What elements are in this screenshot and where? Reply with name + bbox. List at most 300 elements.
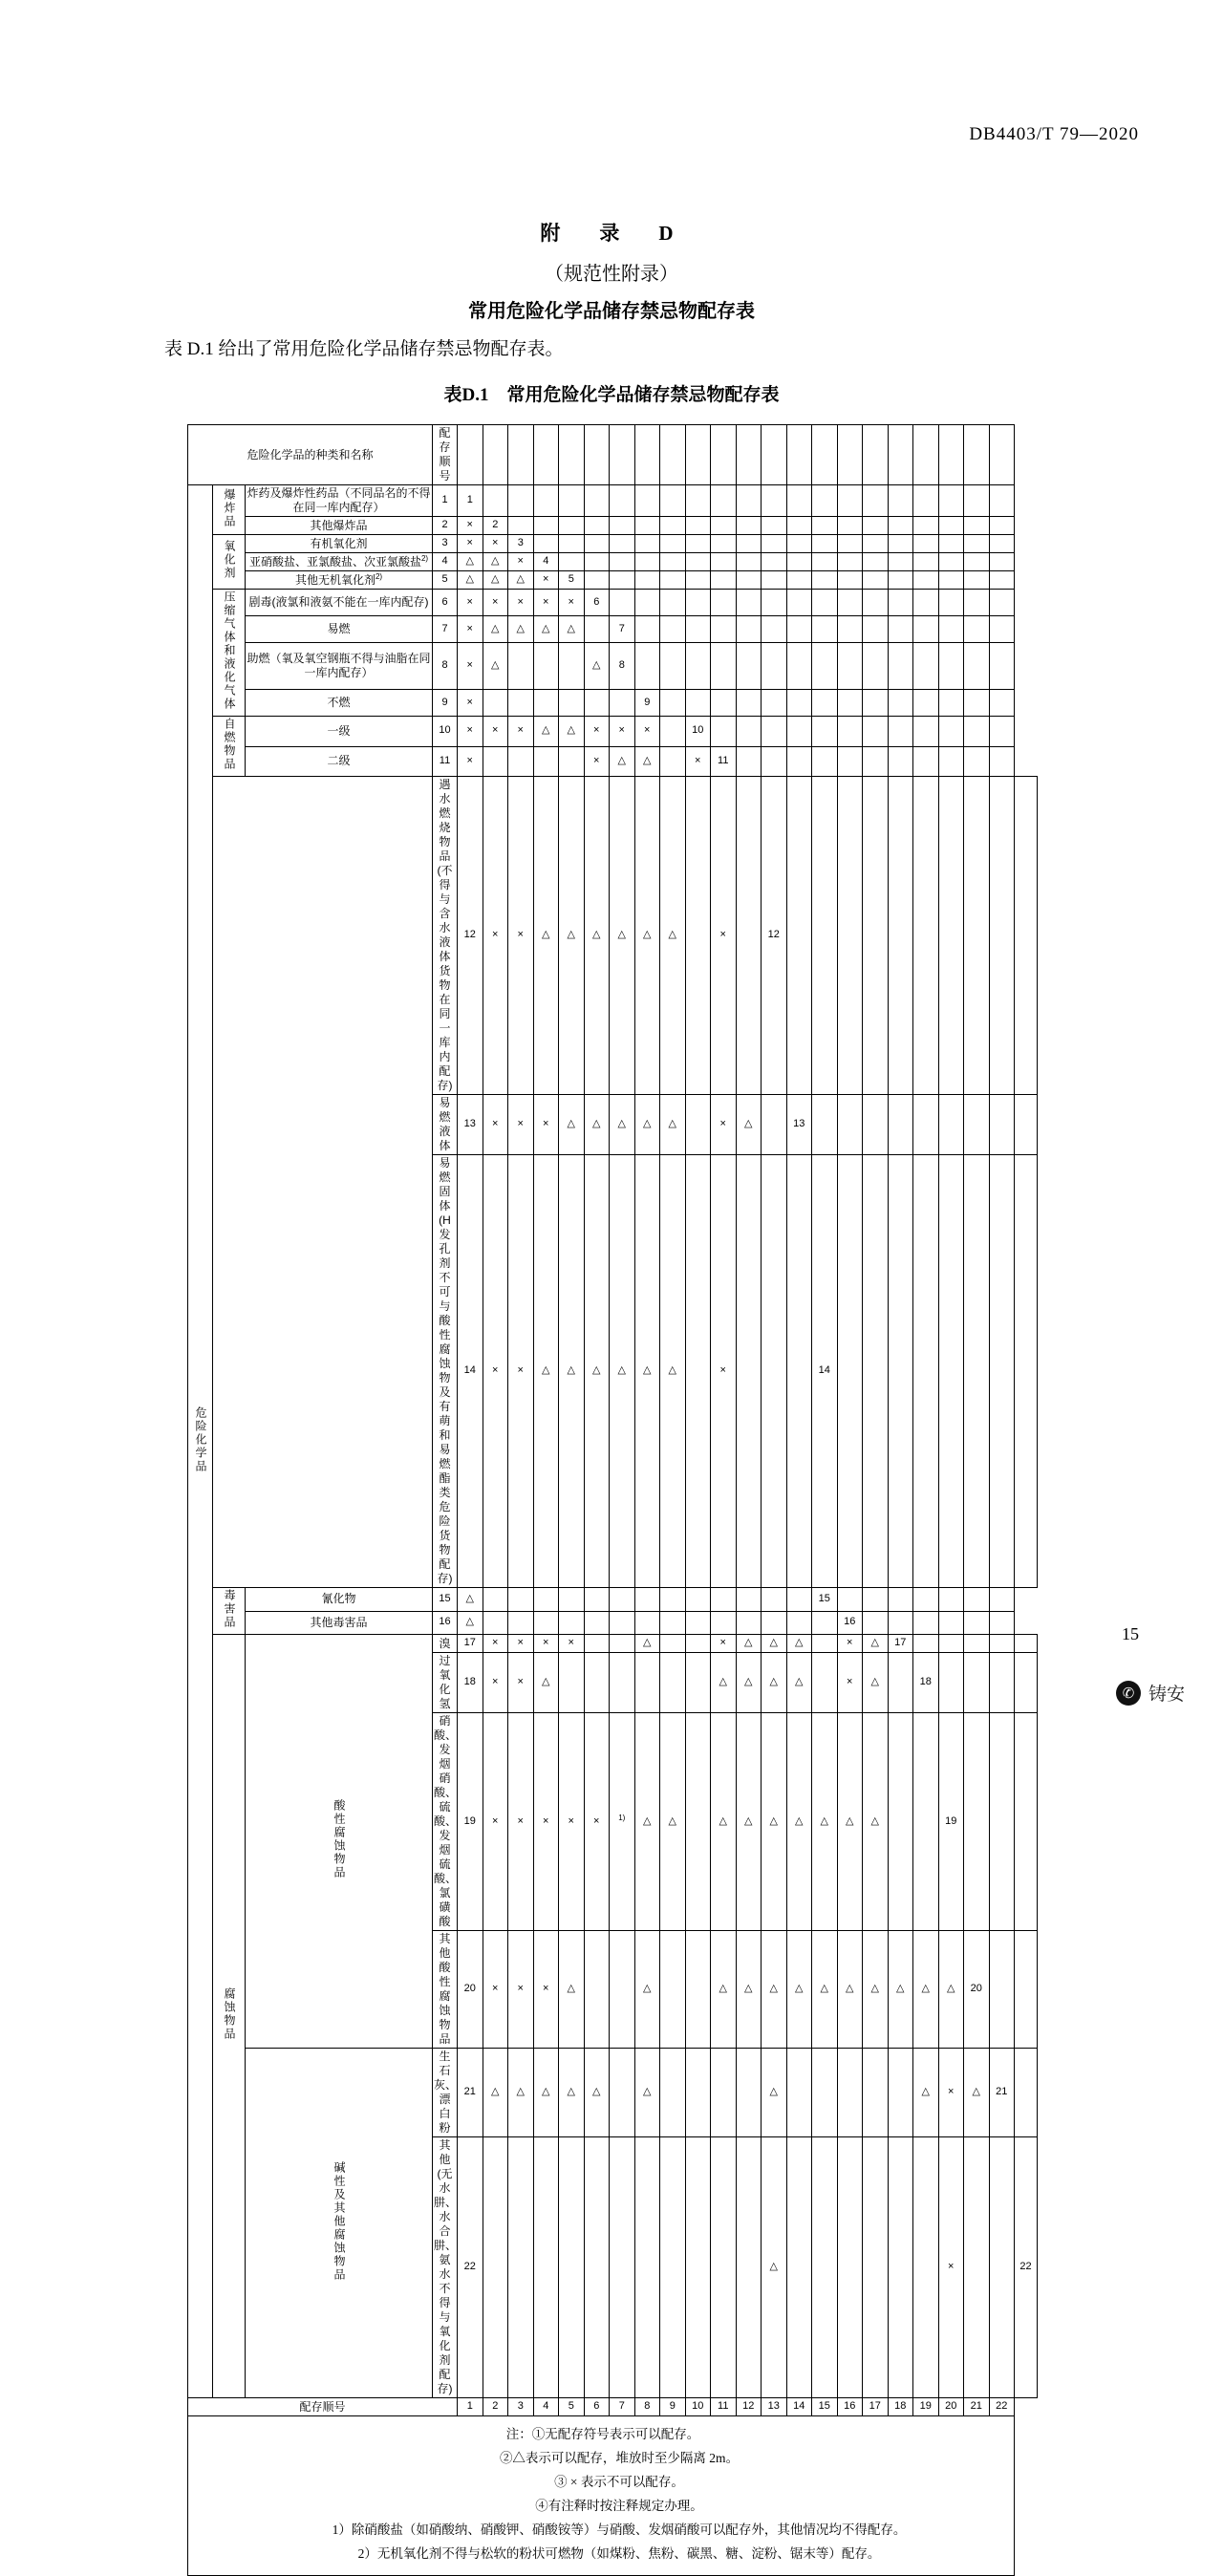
empty-outside-cell [483, 485, 508, 517]
empty-outside-cell [888, 689, 913, 716]
matrix-cell: × [483, 1653, 508, 1713]
empty-outside-cell [762, 535, 787, 553]
bottom-order-number: 14 [786, 2398, 812, 2416]
empty-outside-cell [989, 1653, 1015, 1713]
empty-outside-cell [888, 571, 913, 590]
empty-outside-cell [1015, 1931, 1038, 2049]
empty-outside-cell [989, 1713, 1015, 1931]
matrix-cell: △ [786, 1931, 812, 2049]
matrix-cell: × [483, 1931, 508, 2049]
matrix-cell: × [483, 1155, 508, 1588]
matrix-row [188, 689, 1038, 716]
empty-outside-cell [1015, 1653, 1038, 1713]
empty-outside-cell [863, 777, 889, 1095]
empty-outside-cell [786, 717, 812, 747]
chemical-name-cell: 遇水燃烧物品(不得与含水液体货物在同一库内配存) [433, 777, 458, 1095]
matrix-cell [483, 689, 508, 716]
chemical-name-cell: 易燃固体(H 发孔剂不可与酸性腐蚀物及有萌和易燃酯类危险货物配存) [433, 1155, 458, 1588]
empty-outside-cell [711, 689, 737, 716]
empty-outside-cell [863, 1588, 889, 1612]
matrix-cell [508, 746, 534, 777]
matrix-cell [610, 1611, 635, 1635]
empty-outside-cell [634, 616, 660, 643]
empty-outside-cell [584, 571, 610, 590]
chemical-name-cell: 其他毒害品 [246, 1611, 433, 1635]
empty-outside-cell [913, 535, 939, 553]
spacer-cell [685, 425, 711, 485]
matrix-row [188, 616, 1038, 643]
matrix-cell [584, 1653, 610, 1713]
empty-outside-cell [762, 485, 787, 517]
matrix-cell: △ [711, 1931, 737, 2049]
empty-outside-cell [863, 717, 889, 747]
empty-outside-cell [610, 535, 635, 553]
matrix-cell: 21 [989, 2049, 1015, 2137]
matrix-cell: △ [634, 1931, 660, 2049]
empty-outside-cell [660, 553, 686, 571]
matrix-cell [634, 1611, 660, 1635]
matrix-cell: △ [711, 1653, 737, 1713]
matrix-cell: 5 [559, 571, 585, 590]
chemical-name-cell: 剧毒(液氯和液氨不能在一库内配存) [246, 590, 433, 616]
matrix-cell: × [837, 1653, 863, 1713]
empty-outside-cell [812, 717, 838, 747]
matrix-cell: × [508, 1635, 534, 1653]
empty-outside-cell [736, 616, 762, 643]
empty-outside-cell [533, 485, 559, 517]
empty-outside-cell [913, 616, 939, 643]
empty-outside-cell [762, 689, 787, 716]
bottom-order-number: 12 [736, 2398, 762, 2416]
empty-outside-cell [634, 517, 660, 535]
empty-outside-cell [989, 517, 1015, 535]
empty-outside-cell [888, 1095, 913, 1155]
matrix-cell: 6 [584, 590, 610, 616]
matrix-row [188, 746, 1038, 777]
empty-outside-cell [964, 1095, 990, 1155]
empty-outside-cell [812, 553, 838, 571]
bottom-order-number: 8 [634, 2398, 660, 2416]
group-label: 压缩气体和液化气体 [213, 590, 246, 717]
matrix-cell [610, 2049, 635, 2137]
chemical-name-cell: 其他爆炸品 [246, 517, 433, 535]
matrix-cell: △ [812, 1931, 838, 2049]
empty-outside-cell [964, 643, 990, 690]
matrix-cell: △ [634, 1635, 660, 1653]
matrix-cell [711, 2137, 737, 2398]
empty-outside-cell [786, 517, 812, 535]
matrix-cell [483, 1588, 508, 1612]
matrix-cell: △ [483, 553, 508, 571]
matrix-cell [610, 1931, 635, 2049]
empty-outside-cell [863, 1611, 889, 1635]
matrix-cell: △ [533, 777, 559, 1095]
order-number-cell: 21 [458, 2049, 483, 2137]
empty-outside-cell [837, 517, 863, 535]
matrix-cell: 22 [1015, 2137, 1038, 2398]
empty-outside-cell [634, 485, 660, 517]
matrix-cell [762, 1611, 787, 1635]
matrix-cell [610, 1653, 635, 1713]
empty-outside-cell [888, 643, 913, 690]
matrix-cell [508, 643, 534, 690]
empty-outside-cell [888, 517, 913, 535]
empty-outside-cell [964, 689, 990, 716]
empty-outside-cell [812, 643, 838, 690]
empty-outside-cell [711, 535, 737, 553]
matrix-cell [812, 1635, 838, 1653]
empty-outside-cell [1015, 1635, 1038, 1653]
matrix-cell: × [458, 517, 483, 535]
spacer-cell [508, 425, 534, 485]
matrix-cell [559, 1653, 585, 1713]
empty-outside-cell [786, 689, 812, 716]
chemical-name-cell: 过氧化氢 [433, 1653, 458, 1713]
spacer-cell [533, 425, 559, 485]
matrix-cell [660, 1611, 686, 1635]
matrix-cell: × [711, 1155, 737, 1588]
empty-outside-cell [938, 485, 964, 517]
empty-outside-cell [964, 535, 990, 553]
matrix-cell: △ [762, 1713, 787, 1931]
matrix-cell: △ [786, 1653, 812, 1713]
empty-outside-cell [964, 1653, 990, 1713]
note-item: 2）无机氧化剂不得与松软的粉状可燃物（如煤粉、焦粉、碳黑、糖、淀粉、锯末等）配存。 [357, 2545, 881, 2561]
empty-outside-cell [989, 1588, 1015, 1612]
empty-outside-cell [938, 1635, 964, 1653]
matrix-cell: × [458, 643, 483, 690]
spacer-cell [863, 425, 889, 485]
order-number-cell: 6 [433, 590, 458, 616]
empty-outside-cell [685, 571, 711, 590]
empty-outside-cell [634, 643, 660, 690]
empty-outside-cell [964, 746, 990, 777]
empty-outside-cell [634, 553, 660, 571]
bottom-order-number: 5 [559, 2398, 585, 2416]
order-number-cell: 11 [433, 746, 458, 777]
empty-outside-cell [888, 1588, 913, 1612]
matrix-cell: △ [863, 1653, 889, 1713]
empty-outside-cell [736, 689, 762, 716]
bottom-order-number: 21 [964, 2398, 990, 2416]
order-number-cell: 17 [458, 1635, 483, 1653]
empty-outside-cell [786, 485, 812, 517]
matrix-cell [711, 1611, 737, 1635]
matrix-cell [812, 2137, 838, 2398]
spacer-cell [610, 425, 635, 485]
empty-outside-cell [964, 571, 990, 590]
empty-outside-cell [938, 553, 964, 571]
spacer-cell [711, 425, 737, 485]
table-caption: 表D.1 常用危险化学品储存禁忌物配存表 [443, 385, 780, 405]
empty-outside-cell [837, 689, 863, 716]
matrix-cell: △ [660, 1713, 686, 1931]
matrix-cell: × [508, 1155, 534, 1588]
order-number-cell: 18 [458, 1653, 483, 1713]
empty-outside-cell [989, 643, 1015, 690]
matrix-cell: × [508, 1095, 534, 1155]
empty-outside-cell [913, 643, 939, 690]
matrix-cell: △ [458, 571, 483, 590]
matrix-cell [660, 717, 686, 747]
empty-outside-cell [634, 571, 660, 590]
empty-outside-cell [938, 1588, 964, 1612]
matrix-cell: △ [634, 1095, 660, 1155]
matrix-cell [837, 2049, 863, 2137]
empty-outside-cell [938, 777, 964, 1095]
matrix-cell: △ [837, 1713, 863, 1931]
empty-outside-cell [559, 535, 585, 553]
matrix-cell: △ [634, 1155, 660, 1588]
empty-outside-cell [863, 590, 889, 616]
matrix-cell: × [508, 1713, 534, 1931]
matrix-cell: △ [863, 1635, 889, 1653]
matrix-cell [762, 1588, 787, 1612]
empty-outside-cell [888, 746, 913, 777]
order-number-cell: 8 [433, 643, 458, 690]
matrix-cell [863, 2049, 889, 2137]
empty-outside-cell [913, 1611, 939, 1635]
matrix-cell: 13 [786, 1095, 812, 1155]
empty-outside-cell [812, 485, 838, 517]
empty-outside-cell [812, 616, 838, 643]
matrix-cell: × [533, 1931, 559, 2049]
empty-outside-cell [989, 616, 1015, 643]
empty-outside-cell [762, 643, 787, 690]
matrix-cell: △ [559, 1155, 585, 1588]
matrix-cell [610, 1635, 635, 1653]
empty-outside-cell [786, 777, 812, 1095]
matrix-cell: △ [913, 1931, 939, 2049]
empty-outside-cell [812, 1095, 838, 1155]
empty-outside-cell [634, 535, 660, 553]
empty-outside-cell [989, 746, 1015, 777]
empty-outside-cell [786, 643, 812, 690]
matrix-cell [685, 2049, 711, 2137]
matrix-cell [888, 2049, 913, 2137]
matrix-cell: 19 [938, 1713, 964, 1931]
matrix-cell [533, 2137, 559, 2398]
matrix-cell: × [508, 590, 534, 616]
matrix-cell: × [533, 1095, 559, 1155]
chemical-name-cell: 亚硝酸盐、亚氯酸盐、次亚氯酸盐$^{2)}$ [246, 553, 433, 571]
spacer-cell [812, 425, 838, 485]
empty-outside-cell [660, 571, 686, 590]
matrix-cell: △ [533, 1653, 559, 1713]
matrix-cell [736, 1155, 762, 1588]
matrix-cell [964, 2137, 990, 2398]
matrix-cell: × [533, 1713, 559, 1931]
matrix-cell: △ [584, 1095, 610, 1155]
compatibility-matrix [187, 424, 1038, 2576]
matrix-cell [508, 1588, 534, 1612]
empty-outside-cell [736, 485, 762, 517]
matrix-cell: × [559, 590, 585, 616]
bottom-order-number: 15 [812, 2398, 838, 2416]
subgroup-label: 酸性腐蚀物品 [246, 1635, 433, 2049]
bottom-order-number: 2 [483, 2398, 508, 2416]
notes-cell [188, 2416, 1015, 2576]
matrix-cell: 14 [812, 1155, 838, 1588]
matrix-cell: △ [964, 2049, 990, 2137]
matrix-cell [610, 689, 635, 716]
note-item: ②△表示可以配存，堆放时至少隔离 2m。 [499, 2450, 740, 2465]
matrix-cell [685, 2137, 711, 2398]
empty-outside-cell [888, 777, 913, 1095]
spacer-cell [786, 425, 812, 485]
matrix-cell: × [483, 1095, 508, 1155]
matrix-cell [736, 1611, 762, 1635]
spacer-cell [634, 425, 660, 485]
empty-outside-cell [711, 553, 737, 571]
matrix-row [188, 717, 1038, 747]
matrix-cell [559, 746, 585, 777]
empty-outside-cell [786, 590, 812, 616]
matrix-cell [559, 643, 585, 690]
empty-outside-cell [989, 1635, 1015, 1653]
matrix-cell: △ [736, 1635, 762, 1653]
empty-outside-cell [762, 571, 787, 590]
empty-outside-cell [863, 746, 889, 777]
empty-outside-cell [938, 590, 964, 616]
matrix-cell [812, 1653, 838, 1713]
matrix-cell: △ [533, 616, 559, 643]
matrix-row [188, 1588, 1038, 1612]
matrix-cell: △ [533, 1155, 559, 1588]
chemical-name-cell: 一级 [246, 717, 433, 747]
empty-outside-cell [736, 717, 762, 747]
chemical-name-cell: 其他无机氧化剂$^{2)}$ [246, 571, 433, 590]
empty-outside-cell [711, 485, 737, 517]
empty-outside-cell [660, 535, 686, 553]
bottom-order-number: 3 [508, 2398, 534, 2416]
empty-outside-cell [938, 717, 964, 747]
empty-outside-cell [837, 1155, 863, 1588]
matrix-cell: △ [736, 1095, 762, 1155]
matrix-cell: × [458, 535, 483, 553]
matrix-cell [736, 777, 762, 1095]
empty-outside-cell [964, 717, 990, 747]
matrix-cell: × [938, 2137, 964, 2398]
matrix-cell: △ [913, 2049, 939, 2137]
chemical-name-cell: 其他(无水肼、水合肼、氨水不得与氧化剂配存) [433, 2137, 458, 2398]
matrix-cell: △ [762, 2137, 787, 2398]
chemical-name-cell: 生石灰、漂白粉 [433, 2049, 458, 2137]
empty-outside-cell [508, 517, 534, 535]
matrix-cell [736, 2049, 762, 2137]
bottom-order-number: 1 [458, 2398, 483, 2416]
matrix-cell: × [711, 1635, 737, 1653]
matrix-cell: 16 [837, 1611, 863, 1635]
empty-outside-cell [863, 643, 889, 690]
empty-outside-cell [812, 777, 838, 1095]
empty-outside-cell [685, 517, 711, 535]
matrix-cell: × [559, 1713, 585, 1931]
empty-outside-cell [989, 1611, 1015, 1635]
matrix-cell [660, 2137, 686, 2398]
bottom-order-number: 13 [762, 2398, 787, 2416]
empty-outside-cell [533, 517, 559, 535]
matrix-cell: × [483, 717, 508, 747]
chemical-name-cell: 不燃 [246, 689, 433, 716]
matrix-cell: 7 [610, 616, 635, 643]
order-number-cell: 10 [433, 717, 458, 747]
spacer-cell [938, 425, 964, 485]
matrix-cell [634, 1588, 660, 1612]
matrix-cell: × [483, 1635, 508, 1653]
empty-outside-cell [711, 571, 737, 590]
matrix-cell [888, 1653, 913, 1713]
matrix-table-wrapper [187, 424, 1038, 2576]
matrix-cell: △ [508, 616, 534, 643]
empty-outside-cell [711, 717, 737, 747]
order-number-cell: 16 [433, 1611, 458, 1635]
matrix-cell [736, 1588, 762, 1612]
matrix-row [188, 1635, 1038, 1653]
empty-outside-cell [711, 643, 737, 690]
matrix-cell [584, 1931, 610, 2049]
matrix-cell: 4 [533, 553, 559, 571]
matrix-cell [863, 2137, 889, 2398]
matrix-cell: × [483, 535, 508, 553]
matrix-cell [584, 689, 610, 716]
spacer-cell [458, 425, 483, 485]
empty-outside-cell [1015, 1713, 1038, 1931]
spacer-cell [989, 425, 1015, 485]
matrix-cell: △ [786, 1713, 812, 1931]
matrix-cell [610, 1588, 635, 1612]
empty-outside-cell [913, 1155, 939, 1588]
matrix-cell: △ [458, 553, 483, 571]
bottom-order-number: 18 [888, 2398, 913, 2416]
order-number-cell: 13 [458, 1095, 483, 1155]
matrix-cell: △ [634, 2049, 660, 2137]
matrix-cell [762, 1095, 787, 1155]
empty-outside-cell [660, 689, 686, 716]
matrix-cell [533, 746, 559, 777]
empty-outside-cell [610, 485, 635, 517]
matrix-cell: × [711, 777, 737, 1095]
matrix-cell: × [508, 777, 534, 1095]
chemical-name-cell: 二级 [246, 746, 433, 777]
matrix-cell [483, 746, 508, 777]
matrix-cell: 9 [634, 689, 660, 716]
empty-outside-cell [685, 535, 711, 553]
matrix-cell [812, 2049, 838, 2137]
matrix-cell: × [634, 717, 660, 747]
note-item: 1）除硝酸盐（如硝酸纳、硝酸钾、硝酸铵等）与硝酸、发烟硝酸可以配存外，其他情况均不得配存。 [332, 2522, 907, 2537]
group-label: 腐蚀物品 [213, 1635, 246, 2398]
matrix-cell: △ [559, 1095, 585, 1155]
matrix-header-row [188, 425, 1038, 485]
matrix-cell: △ [938, 1931, 964, 2049]
matrix-cell: × [483, 590, 508, 616]
empty-outside-cell [964, 553, 990, 571]
matrix-cell: △ [660, 1155, 686, 1588]
empty-outside-cell [711, 517, 737, 535]
group-label: 毒害品 [213, 1588, 246, 1635]
spacer-cell [483, 425, 508, 485]
empty-outside-cell [888, 553, 913, 571]
bottom-order-number: 7 [610, 2398, 635, 2416]
matrix-cell [685, 1635, 711, 1653]
matrix-cell [610, 2137, 635, 2398]
matrix-cell: 3 [508, 535, 534, 553]
empty-outside-cell [938, 571, 964, 590]
empty-outside-cell [913, 746, 939, 777]
matrix-cell: △ [812, 1713, 838, 1931]
matrix-cell: △ [660, 777, 686, 1095]
